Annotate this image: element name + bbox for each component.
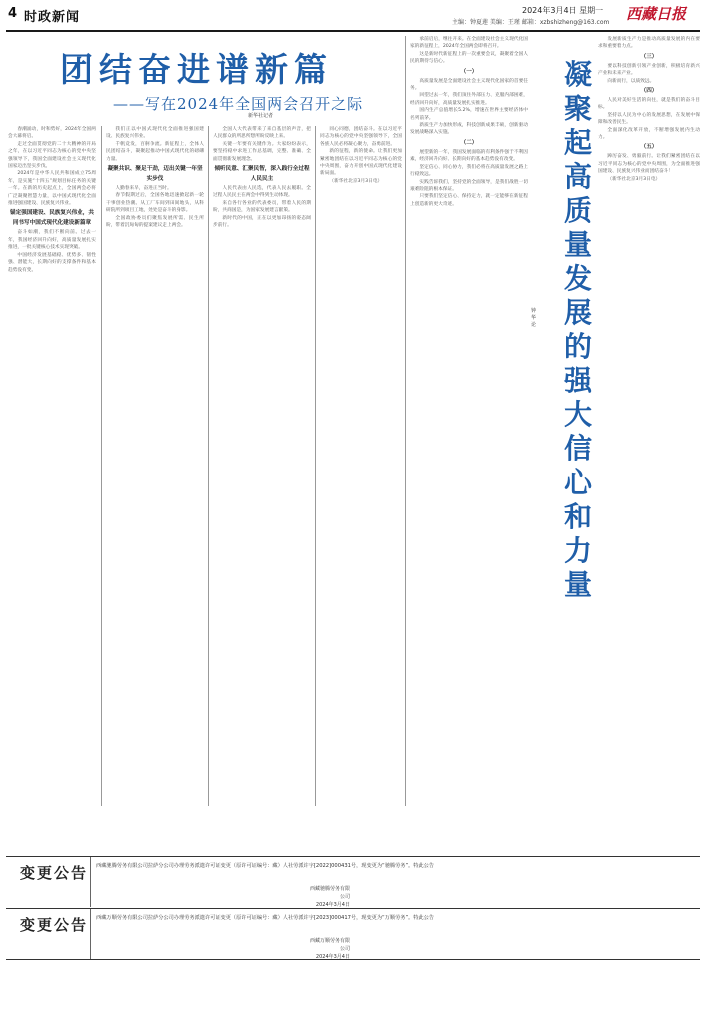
column-divider bbox=[405, 36, 406, 806]
section-number: （三） bbox=[640, 53, 658, 60]
paragraph: 同心同德，团结奋斗。在以习近平同志为核心的党中央坚强领导下，全国各族人民必将凝心聚力，奋勇前进。 bbox=[320, 127, 402, 147]
paragraph: 我们正以中国式现代化全面推进强国建设、民族复兴伟业。 bbox=[106, 127, 204, 140]
notice-divider bbox=[90, 857, 91, 907]
paragraph: 新的征程，新的使命。让我们更加紧密地团结在以习近平同志为核心的党中央周围，奋力开创中国式现代化建设新局面。 bbox=[320, 149, 402, 177]
notice-text: 西藏万顺劳务有限公司拉萨分公司办理劳务派遣许可证变更（原许可证编号：藏）人社劳派许字[2023]000417号，现变更为“万顺劳务”。特此公告 bbox=[96, 915, 435, 921]
section-number: （一） bbox=[460, 68, 478, 75]
page-header bbox=[0, 0, 706, 30]
paragraph: 发展新质生产力是推动高质量发展的内在要求和重要着力点。 bbox=[598, 37, 700, 50]
main-column-1 bbox=[8, 126, 96, 806]
notice-box bbox=[6, 856, 700, 907]
paragraph: 人勤春来早，奋进正当时。 bbox=[115, 186, 172, 192]
section-number: （五） bbox=[640, 144, 658, 151]
paragraph: 展望新的一年，我国发展面临的有利条件强于不利因素，经济回升向好、长期向好的基本趋势没有改变。 bbox=[410, 149, 528, 163]
newspaper-logo: 西藏日报 bbox=[626, 5, 687, 23]
main-column-3 bbox=[213, 126, 311, 806]
side-column-a bbox=[410, 36, 528, 806]
paragraph: 春节假期过后，全国各地迅速掀起新一轮干事创业热潮。从工厂车间到田间地头，从科研院所到项目工地，处处是奋斗的身影。 bbox=[106, 193, 204, 214]
page-number: 4 bbox=[8, 6, 18, 21]
notice-date: 2024年3月4日 bbox=[315, 954, 350, 960]
notice-title: 变更公告 bbox=[20, 864, 89, 882]
paragraph: 踔厉奋发、勇毅前行。让我们紧密团结在以习近平同志为核心的党中央周围，为全面推进强国建设、民族复兴伟业而团结奋斗！ bbox=[598, 154, 700, 175]
paragraph: 来自各行各业的代表委员，带着人民的期盼，共商国是，为国家发展建言献策。 bbox=[213, 200, 311, 214]
article-byline: 新华社记者 bbox=[248, 113, 274, 119]
paragraph: 坚定信心、同心协力，我们必将在高质量发展之路上行稳致远。 bbox=[410, 164, 528, 178]
paragraph: 千帆竞发，百舸争流。新征程上，全体人民团结奋斗，凝聚起推动中国式现代化的磅礴力量。 bbox=[106, 141, 204, 162]
notice-date: 2024年3月4日 bbox=[315, 902, 350, 908]
paragraph: 中国经济发展基础稳、优势多、韧性强、潜能大，长期向好的支撑条件和基本趋势没有变。 bbox=[8, 252, 96, 273]
notice-title: 变更公告 bbox=[20, 916, 89, 934]
paragraph: 人民代表由人民选，代表人民去履职。全过程人民民主在两会中得到生动体现。 bbox=[213, 186, 311, 199]
paragraph: 关键一年要有关键作为。大家纷纷表示，要坚持稳中求进工作总基调，完整、准确、全面贯彻新发展理念。 bbox=[213, 141, 311, 162]
column-divider bbox=[101, 126, 102, 806]
paragraph: （新华社北京3月3日电） bbox=[607, 176, 661, 182]
paragraph: 只要我们坚定信心、保持定力，就一定能够在新征程上创造新的更大奇迹。 bbox=[410, 194, 528, 207]
commentary-title: 凝聚起高质量发展的强大信心和力量 bbox=[563, 58, 592, 601]
paragraph: 实践告诉我们，坚持党的全面领导，是我们战胜一切艰难险阻的根本保证。 bbox=[410, 179, 528, 192]
subheading: 倾听民意、汇聚民智，深入践行全过程人民民主 bbox=[214, 166, 310, 183]
section-number: （二） bbox=[460, 139, 478, 146]
paragraph: 国内生产总值增长5.2%，增速在世界主要经济体中名列前茅。 bbox=[410, 108, 528, 121]
paragraph: （新华社北京3月3日电） bbox=[329, 178, 383, 184]
section-number: （四） bbox=[640, 88, 658, 95]
subheading: 凝聚共识、聚足干劲，迈出关键一年坚实步伐 bbox=[107, 166, 203, 183]
notice-signer: 西藏驰腾劳务有限公司 bbox=[309, 886, 350, 900]
notice-signer: 西藏万顺劳务有限公司 bbox=[309, 938, 350, 952]
main-column-2 bbox=[106, 126, 204, 806]
notice-signature bbox=[308, 885, 350, 909]
commentary-byline: 钟华论 bbox=[531, 308, 537, 328]
editor-info: 主编：钟夏莲 美编：王瑾 邮箱：xzbshizheng@163.com bbox=[452, 19, 610, 26]
article-title: 团结奋进谱新篇 bbox=[60, 50, 333, 89]
paragraph: 2024年是中华人民共和国成立75周年，是实施“十四五”规划目标任务的关键一年。在新的历史起点上，全国两会必将广泛凝聚智慧力量，以中国式现代化全面推进强国建设、民族复兴伟业。 bbox=[8, 171, 96, 207]
notice-divider bbox=[90, 909, 91, 959]
paragraph: 要以科技创新引领产业创新，积极培育新兴产业和未来产业。 bbox=[598, 63, 700, 77]
subheading: 锚定强国建设、民族复兴伟业，共同书写中国式现代化建设新篇章 bbox=[10, 210, 94, 227]
paragraph: 承前启后，继往开来。在全面建设社会主义现代化国家的新征程上，2024年全国两会即将召开。 bbox=[410, 37, 528, 50]
paragraph: 回望过去一年，我们顶住外部压力、克服内部困难，经济回升向好，高质量发展扎实推进。 bbox=[410, 93, 528, 106]
paragraph: 人民对美好生活的向往，就是我们的奋斗目标。 bbox=[598, 98, 700, 111]
article-subtitle: ——写在2024年全国两会召开之际 bbox=[113, 95, 364, 113]
issue-date: 2024年3月4日 星期一 bbox=[522, 6, 604, 15]
paragraph: 全面深化改革开放，不断增强发展内生动力。 bbox=[598, 127, 700, 141]
header-rule bbox=[6, 30, 700, 32]
column-divider bbox=[315, 126, 316, 806]
paragraph: 这是新时代新征程上的一次重要会议，凝聚着全国人民的期待与信心。 bbox=[410, 51, 528, 65]
paragraph: 奋斗如潮，我们不断向前。过去一年，我国经济回升向好，高质量发展扎实推进，一批关键核心技术实现突破。 bbox=[8, 230, 96, 251]
paragraph: 新时代的中国，正在以更加昂扬的姿态阔步前行。 bbox=[213, 215, 311, 229]
paragraph: 高质量发展是全面建设社会主义现代化国家的首要任务。 bbox=[410, 78, 528, 92]
section-title: 时政新闻 bbox=[24, 10, 81, 25]
main-column-4 bbox=[320, 126, 402, 806]
paragraph: 走过全面贯彻党的二十大精神的开局之年，在以习近平同志为核心的党中央坚强领导下，我国全面建设社会主义现代化国家迈出坚实步伐。 bbox=[8, 141, 96, 170]
paragraph: 坚持以人民为中心的发展思想，在发展中保障和改善民生。 bbox=[598, 112, 700, 126]
notice-box bbox=[6, 908, 700, 960]
paragraph: 全国人大代表带来了来自基层的声音，把人民群众的所思所想所盼反映上来。 bbox=[213, 127, 311, 140]
paragraph: 新质生产力加快形成，科技创新成果丰硕，创新驱动发展战略深入实施。 bbox=[410, 123, 528, 136]
column-divider bbox=[208, 126, 209, 806]
notice-text: 西藏驰腾劳务有限公司拉萨分公司办理劳务派遣许可证变更（原许可证编号：藏）人社劳派许字[2022]000431号，现变更为“驰腾劳务”。特此公告 bbox=[96, 863, 435, 869]
paragraph: 春潮涌动，时和势好，2024年全国两会大幕将启。 bbox=[8, 127, 96, 140]
paragraph: 向新而行，以质致远。 bbox=[607, 78, 655, 84]
notice-signature bbox=[308, 937, 350, 961]
paragraph: 全国政协委员们聚焦发展所需、民生所盼，带着沉甸甸的提案建议走上两会。 bbox=[106, 215, 204, 229]
side-column-b bbox=[598, 36, 700, 806]
